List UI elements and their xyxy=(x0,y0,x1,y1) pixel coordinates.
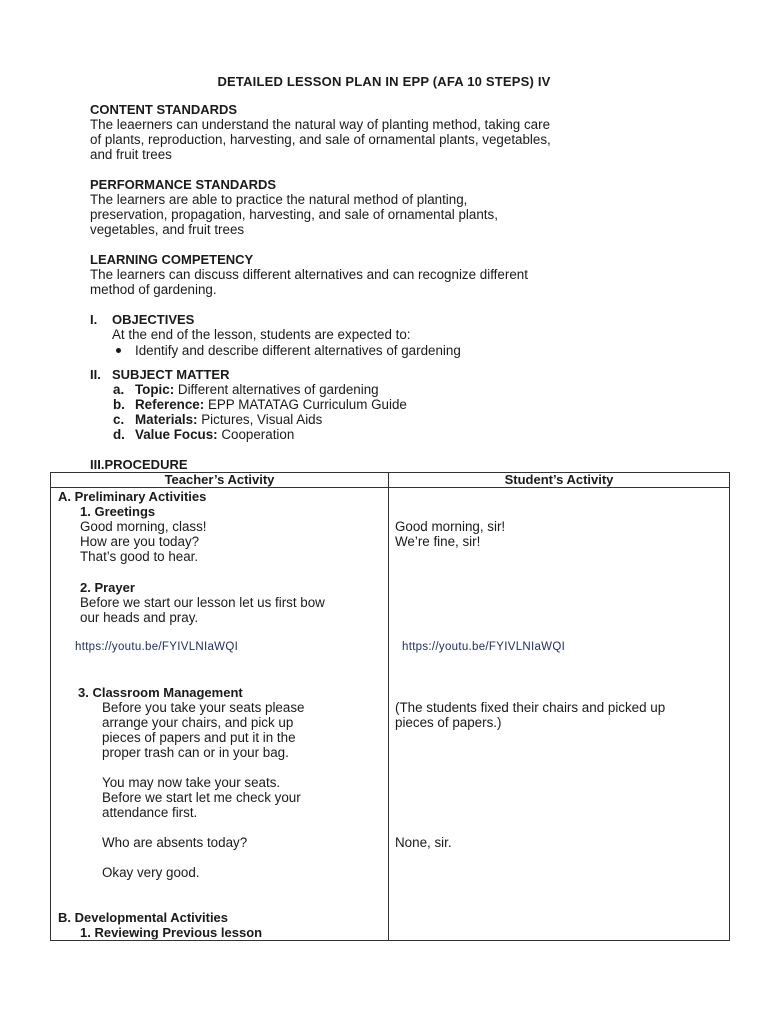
classroom-management-text: Before you take your seats please xyxy=(102,700,305,715)
developmental-activities: B. Developmental Activities xyxy=(58,910,229,925)
table-row xyxy=(51,488,730,941)
attendance-question: Who are absents today? xyxy=(102,835,248,850)
objectives-number: I. xyxy=(90,312,98,327)
item-label: Reference: xyxy=(135,397,205,412)
learning-competency xyxy=(90,252,690,297)
content-standards-line: The leaerners can understand the natural way of planting method, taking care xyxy=(90,117,551,132)
subject-matter-heading xyxy=(90,367,229,382)
item-value: Pictures, Visual Aids xyxy=(197,412,323,427)
objectives-heading xyxy=(90,312,194,327)
preliminary-activities: A. Preliminary Activities xyxy=(58,489,207,504)
greetings-heading: 1. Greetings xyxy=(80,504,156,519)
learning-competency-line: The learners can discuss different alternatives and can recognize different xyxy=(90,267,528,282)
subject-matter-number: II. xyxy=(90,367,101,382)
item-label: Materials: xyxy=(135,412,198,427)
teacher-greeting: Good morning, class! xyxy=(80,519,207,534)
prayer-text: Before we start our lesson let us first bow xyxy=(80,595,325,610)
subject-matter-item xyxy=(113,397,407,412)
item-letter: a. xyxy=(113,382,125,397)
classroom-management-text: pieces of papers and put it in the xyxy=(102,730,296,745)
objectives-bullet xyxy=(116,343,461,358)
student-greeting: Good morning, sir! xyxy=(395,519,506,534)
classroom-management-text: arrange your chairs, and pick up xyxy=(102,715,294,730)
learning-competency-line: method of gardening. xyxy=(90,282,217,297)
performance-standards xyxy=(90,177,690,237)
subject-matter-item xyxy=(113,427,294,442)
teacher-greeting: How are you today? xyxy=(80,534,200,549)
objectives-bullet-text: Identify and describe different alternatives of gardening xyxy=(135,343,461,358)
reviewing-previous-lesson: 1. Reviewing Previous lesson xyxy=(80,925,263,940)
item-value: EPP MATATAG Curriculum Guide xyxy=(204,397,407,412)
item-letter: b. xyxy=(113,397,125,412)
document-title: DETAILED LESSON PLAN IN EPP (AFA 10 STEPS) IV xyxy=(217,74,551,89)
teacher-activity-header: Teacher’s Activity xyxy=(51,473,389,488)
student-activity-cell xyxy=(389,488,730,941)
subject-matter-title: SUBJECT MATTER xyxy=(112,367,230,382)
content-standards xyxy=(90,102,690,162)
classroom-management-text: You may now take your seats. xyxy=(102,775,281,790)
objectives-intro: At the end of the lesson, students are expected to: xyxy=(112,327,411,342)
teacher-response: Okay very good. xyxy=(102,865,200,880)
learning-competency-heading: LEARNING COMPETENCY xyxy=(90,252,254,267)
item-value: Different alternatives of gardening xyxy=(174,382,379,397)
item-label: Topic: xyxy=(135,382,175,397)
item-letter: c. xyxy=(113,412,125,427)
content-standards-heading: CONTENT STANDARDS xyxy=(90,102,238,117)
student-activity-header: Student’s Activity xyxy=(389,473,730,488)
prayer-text: our heads and pray. xyxy=(80,610,199,625)
classroom-management-heading: 3. Classroom Management xyxy=(78,685,243,700)
classroom-management-text: attendance first. xyxy=(102,805,198,820)
student-greeting: We’re fine, sir! xyxy=(395,534,481,549)
subject-matter-item xyxy=(113,412,322,427)
performance-standards-heading: PERFORMANCE STANDARDS xyxy=(90,177,277,192)
classroom-management-text: Before we start let me check your xyxy=(102,790,301,805)
classroom-management-text: proper trash can or in your bag. xyxy=(102,745,289,760)
item-letter: d. xyxy=(113,427,125,442)
student-video-link[interactable]: https://youtu.be/FYIVLNIaWQI xyxy=(402,641,566,653)
teacher-greeting: That’s good to hear. xyxy=(80,549,199,564)
teacher-activity-cell xyxy=(51,488,389,941)
performance-standards-line: vegetables, and fruit trees xyxy=(90,222,245,237)
subject-matter-item xyxy=(113,382,379,397)
prayer-video-link[interactable]: https://youtu.be/FYIVLNIaWQI xyxy=(75,641,239,653)
item-value: Cooperation xyxy=(217,427,295,442)
student-classroom-response: pieces of papers.) xyxy=(395,715,502,730)
objectives-title: OBJECTIVES xyxy=(112,312,195,327)
content-standards-line: and fruit trees xyxy=(90,147,172,162)
student-classroom-response: (The students fixed their chairs and picked up xyxy=(395,700,666,715)
table-header-row xyxy=(51,473,730,488)
performance-standards-line: preservation, propagation, harvesting, and sale of ornamental plants, xyxy=(90,207,498,222)
bullet-icon xyxy=(116,348,121,353)
item-label: Value Focus: xyxy=(135,427,218,442)
prayer-heading: 2. Prayer xyxy=(80,580,135,595)
procedure-table xyxy=(50,472,730,941)
student-attendance-response: None, sir. xyxy=(395,835,452,850)
procedure-heading: III.PROCEDURE xyxy=(90,457,188,472)
content-standards-line: of plants, reproduction, harvesting, and sale of ornamental plants, vegetables, xyxy=(90,132,551,147)
performance-standards-line: The learners are able to practice the natural method of planting, xyxy=(90,192,468,207)
